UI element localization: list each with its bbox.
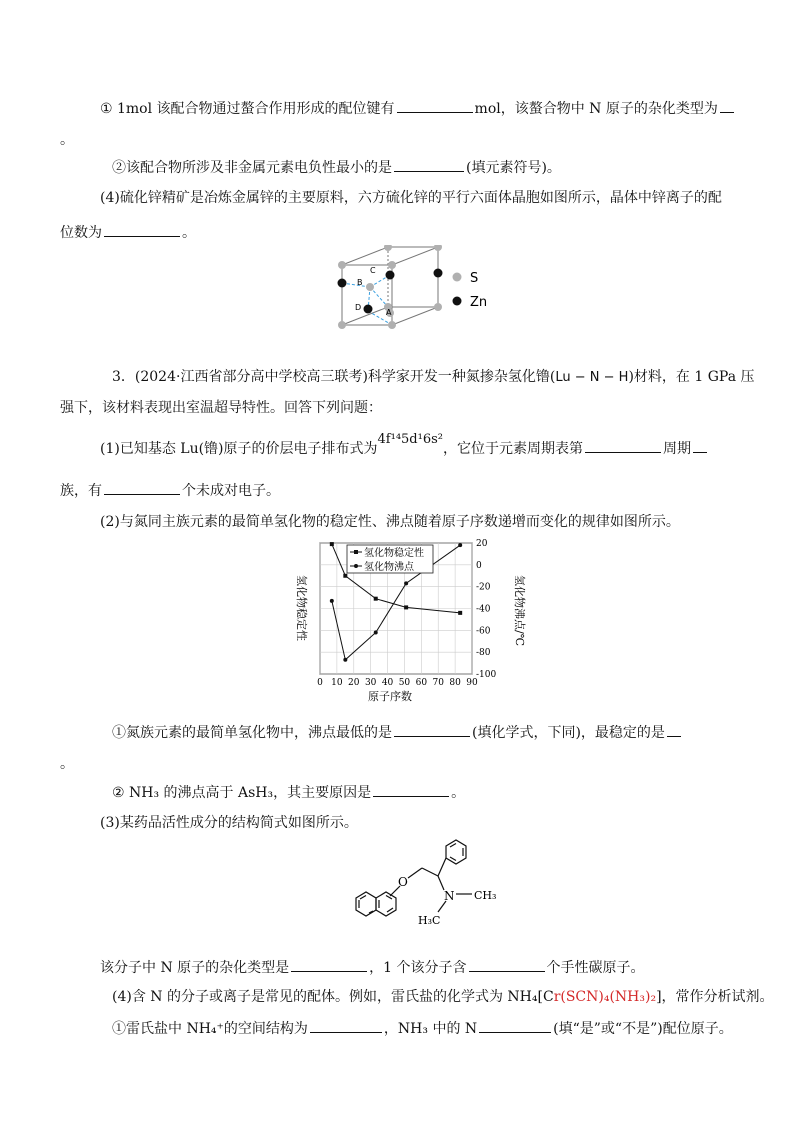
answer-blank[interactable] — [373, 782, 449, 797]
answer-blank[interactable] — [104, 480, 180, 495]
q4-l1-b: (填化学式，下同)，最稳定的是 — [472, 725, 665, 741]
y-tick-label: -40 — [476, 604, 491, 615]
q5-l1-a: 该分子中 N 原子的杂化类型是 — [100, 960, 290, 976]
legend-zn-marker — [453, 297, 462, 306]
x-tick-label: 60 — [415, 678, 428, 688]
q1-l1-b: mol，该螯合物中 N 原子的杂化类型为 — [474, 101, 718, 117]
q1-line2 — [112, 157, 561, 178]
q5-l3-c: (填“是”或“不是”)配位原子。 — [553, 1021, 733, 1037]
y-tick-label: -80 — [476, 648, 491, 659]
q1-l4-b: 。 — [182, 225, 196, 241]
x-tick-label: 80 — [449, 678, 461, 688]
q3-l1-b: )材料，在 1 GPa 压 — [628, 369, 755, 385]
x-axis-label: 原子序数 — [368, 690, 412, 703]
bond-lines — [342, 275, 392, 325]
q4-l2-b: 。 — [451, 785, 466, 801]
q1-line3 — [100, 188, 722, 208]
legend-s-marker — [453, 273, 462, 282]
q3-l4-b: 个未成对电子。 — [182, 483, 280, 499]
q3-line5 — [100, 512, 680, 532]
q3-line1 — [112, 367, 755, 388]
atom-n: N — [444, 889, 455, 903]
answer-blank[interactable] — [469, 957, 545, 972]
q5-line2 — [112, 987, 774, 1007]
data-point — [404, 581, 408, 585]
q4-l1-a: ①氮族元素的最简单氢化物中，沸点最低的是 — [112, 725, 392, 741]
q1-l4-a: 位数为 — [60, 225, 102, 241]
molecule-structure — [338, 838, 508, 938]
x-tick-label: 20 — [348, 678, 360, 688]
q4-line3 — [100, 813, 358, 833]
y-tick-label: 20 — [476, 539, 488, 549]
answer-blank[interactable] — [394, 157, 464, 172]
q1-line4 — [60, 222, 196, 243]
q3-l5: (2)与氮同主族元素的最简单氢化物的稳定性、沸点随着原子序数递增而变化的规律如图所示。 — [100, 514, 680, 530]
x-tick-label: 40 — [381, 678, 394, 688]
q4-line1 — [112, 722, 683, 743]
legend-series-boiling: 氢化物沸点 — [364, 562, 414, 573]
q3-l4-a: 族，有 — [60, 483, 102, 499]
molecule-bonds — [356, 840, 472, 916]
x-tick-label: 30 — [364, 678, 377, 688]
q1-line1-end — [60, 130, 74, 150]
q5-l2-a: (4)含 N 的分子或离子是常见的配体。例如，雷氏盐的化学式为 NH₄[C — [112, 989, 554, 1005]
electron-config: 4f¹⁴5d¹6s² — [377, 432, 443, 447]
q5-l1-c: 个手性碳原子。 — [546, 960, 645, 976]
q3-l3-c: 周期 — [663, 441, 691, 457]
period-mark: 。 — [60, 132, 74, 148]
period-mark: 。 — [60, 756, 74, 772]
q5-l2-b: ]，常作分析试剂。 — [656, 989, 774, 1005]
data-point — [330, 542, 334, 546]
x-tick-label: 70 — [432, 678, 444, 688]
q5-l3-b: ，NH₃ 中的 N — [383, 1021, 478, 1037]
answer-blank[interactable] — [310, 1018, 382, 1033]
x-tick-label: 50 — [398, 678, 411, 688]
q4-l3: (3)某药品活性成分的结构简式如图所示。 — [100, 815, 358, 831]
answer-blank[interactable] — [585, 438, 661, 453]
label-b: B — [357, 278, 363, 287]
legend-series-stability: 氢化物稳定性 — [364, 548, 424, 559]
x-axis-ticks — [317, 678, 478, 688]
q3-line4 — [60, 480, 280, 501]
answer-blank[interactable] — [394, 722, 470, 737]
q5-line3 — [112, 1018, 733, 1039]
hydride-chart — [290, 535, 530, 705]
legend-s-label: S — [470, 271, 479, 286]
data-point — [374, 631, 378, 635]
q1-l2-a: ②该配合物所涉及非金属元素电负性最小的是 — [112, 160, 392, 176]
y-axis-label-right: 氢化物沸点/℃ — [513, 575, 526, 647]
crystal-cell-figure — [330, 245, 500, 340]
data-point — [330, 599, 334, 603]
label-a: A — [386, 308, 392, 317]
answer-blank[interactable] — [720, 98, 734, 113]
q5-l1-b: ，1 个该分子含 — [369, 960, 467, 976]
q4-line1-end — [60, 754, 74, 774]
answer-blank[interactable] — [291, 957, 367, 972]
q3-l2: 强下，该材料表现出室温超导特性。回答下列问题： — [60, 400, 382, 416]
answer-blank[interactable] — [397, 98, 473, 113]
data-point — [343, 658, 347, 662]
legend — [347, 545, 433, 573]
data-point — [458, 611, 462, 615]
q3-l3-b: ，它位于元素周期表第 — [443, 441, 583, 457]
q3-formula: Lu − N − H — [555, 370, 629, 385]
legend-zn-label: Zn — [470, 295, 488, 310]
x-tick-label: 0 — [317, 678, 323, 688]
q3-l1: 3．(2024·江西省部分高中学校高三联考)科学家开发一种氮掺杂氢化镥( — [112, 369, 556, 385]
label-d: D — [355, 303, 362, 312]
group-h3c: H₃C — [418, 914, 441, 927]
q3-line3 — [100, 432, 709, 460]
x-tick-label: 90 — [466, 678, 478, 688]
answer-blank[interactable] — [104, 222, 180, 237]
label-c: C — [370, 266, 376, 275]
data-point — [458, 543, 462, 547]
y-tick-label: -20 — [476, 582, 491, 593]
q1-line1 — [100, 98, 736, 119]
q5-l3-a: ①雷氏盐中 NH₄⁺的空间结构为 — [112, 1021, 308, 1037]
q4-l2-a: ② NH₃ 的沸点高于 AsH₃，其主要原因是 — [112, 785, 372, 801]
q1-l1-a: ① 1mol 该配合物通过螯合作用形成的配位键有 — [100, 101, 395, 117]
y-tick-label: 0 — [476, 560, 482, 571]
group-ch3: CH₃ — [474, 889, 497, 902]
y-axis-ticks — [476, 539, 496, 680]
q5-line1 — [100, 957, 645, 978]
y-axis-label-left: 氢化物稳定性 — [295, 575, 308, 641]
x-tick-label: 10 — [331, 678, 343, 688]
q3-line2 — [60, 398, 382, 418]
answer-blank[interactable] — [667, 722, 681, 737]
answer-blank[interactable] — [479, 1018, 551, 1033]
q1-l3: (4)硫化锌精矿是冶炼金属锌的主要原料，六方硫化锌的平行六面体晶胞如图所示，晶体中锌离子的配 — [100, 190, 722, 206]
data-point — [404, 605, 408, 609]
atom-o: O — [398, 875, 408, 889]
data-point — [374, 597, 378, 601]
answer-blank[interactable] — [693, 438, 707, 453]
q4-line2 — [112, 782, 465, 803]
y-tick-label: -100 — [476, 670, 497, 680]
q5-l2-red: r(SCN)₄(NH₃)₂ — [553, 989, 657, 1005]
data-point — [343, 574, 347, 578]
q1-l2-b: (填元素符号)。 — [466, 160, 561, 176]
q3-l3-a: (1)已知基态 Lu(镥)原子的价层电子排布式为 — [100, 441, 378, 457]
y-tick-label: -60 — [476, 626, 491, 637]
